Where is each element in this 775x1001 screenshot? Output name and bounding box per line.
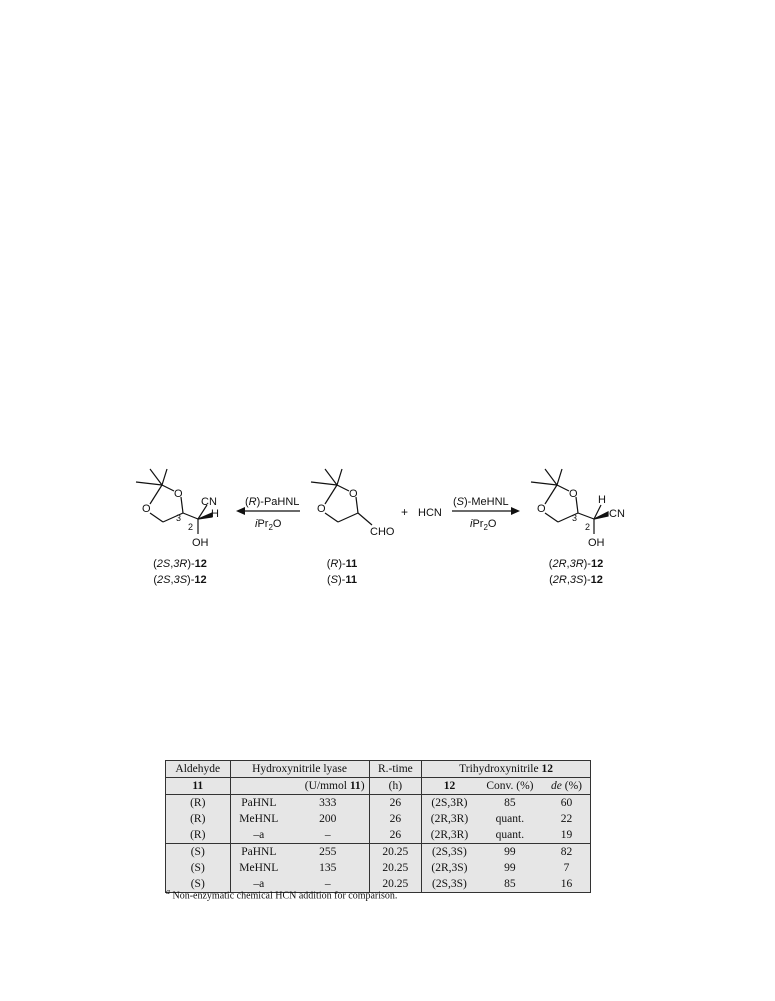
cell-de: 7: [563, 862, 570, 874]
cell-units: –: [324, 878, 331, 890]
cell-aldehyde: (S): [166, 844, 231, 861]
cell-conv: quant.: [495, 813, 525, 825]
right-ring-o-left: O: [537, 503, 546, 515]
cell-conv: quant.: [495, 829, 525, 841]
results-table: [165, 760, 591, 893]
cell-enzyme: MeHNL: [230, 811, 287, 827]
right-cn-label: CN: [609, 508, 625, 520]
header-product: Trihydroxynitrile 12: [422, 761, 591, 778]
cell-enzyme: –a: [230, 876, 287, 893]
table-row: [166, 795, 591, 812]
cell-product: (2S,3S): [422, 844, 477, 861]
cell-de: 19: [560, 829, 573, 841]
center-reactant-labels: [312, 556, 372, 588]
table-header-row-1: [166, 761, 591, 778]
table-row: [166, 827, 591, 844]
cell-time: 26: [369, 811, 422, 827]
left-oh-label: OH: [192, 537, 209, 549]
table-row: [166, 860, 591, 876]
cell-aldehyde: (S): [190, 862, 205, 874]
reaction-scheme: [0, 455, 775, 595]
cell-time: 20.25: [369, 860, 422, 876]
cell-enzyme: –a: [230, 827, 287, 844]
left-arrow-reagent: (R)-PaHNL: [245, 496, 300, 508]
header-rtime: R.-time: [369, 761, 422, 778]
left-ring-o-top: O: [174, 488, 183, 500]
center-cho-label: CHO: [370, 526, 395, 538]
left-arrow-solvent: iPr$_2$O: [255, 518, 282, 532]
cell-units: –: [324, 829, 331, 841]
right-oh-label: OH: [588, 537, 605, 549]
right-label-2: (2R,3S)-12: [549, 574, 603, 586]
cell-conv: 85: [504, 878, 516, 890]
cell-enzyme: MeHNL: [230, 860, 287, 876]
left-h-label: H: [211, 508, 219, 520]
plus-sign: +: [401, 505, 409, 519]
table-body: [166, 795, 591, 893]
cell-product: (2R,3R): [422, 811, 477, 827]
right-reaction-arrow: [452, 507, 520, 515]
cell-de: 22: [560, 813, 573, 825]
header-aldehyde: Aldehyde: [166, 761, 231, 778]
cell-time: 26: [369, 795, 422, 812]
header-de: de (%): [543, 778, 590, 795]
cell-time: 26: [369, 827, 422, 844]
footnote-mark: a: [166, 887, 170, 896]
header-hours: (h): [369, 778, 422, 795]
table-footnote: [166, 887, 397, 901]
right-product-structure: [531, 469, 608, 534]
right-product-labels: [536, 556, 616, 588]
center-ring-o-top: O: [349, 488, 358, 500]
cell-units: 200: [319, 813, 337, 825]
left-label-1: (2S,3R)-12: [153, 558, 207, 570]
cell-product: (2S,3R): [422, 795, 477, 812]
table-row: [166, 844, 591, 861]
center-ring-o-left: O: [317, 503, 326, 515]
cell-conv: 99: [477, 844, 543, 861]
table-header-row-2: [166, 778, 591, 795]
cell-enzyme: PaHNL: [230, 844, 287, 861]
cell-units: 135: [319, 862, 337, 874]
left-ring-o-left: O: [142, 503, 151, 515]
cell-aldehyde: (R): [190, 813, 206, 825]
cell-units: 333: [319, 797, 337, 809]
cell-conv: 99: [504, 862, 516, 874]
center-reactant-structure: [311, 469, 372, 525]
left-locant-3: 3: [176, 513, 182, 523]
cell-product: (2R,3S): [422, 860, 477, 876]
left-locant-2: 2: [188, 522, 194, 532]
right-arrow-solvent: iPr$_2$O: [470, 518, 497, 532]
center-label-1: (R)-11: [326, 558, 358, 570]
left-cn-label: CN: [201, 496, 217, 508]
header-lyase-blank: [230, 778, 287, 795]
footnote-text: Non-enzymatic chemical HCN addition for comparison.: [172, 890, 398, 902]
cell-de: 16: [560, 878, 573, 890]
cell-enzyme: PaHNL: [230, 795, 287, 812]
header-units: (U/mmol 11): [287, 778, 369, 795]
header-product-number: 12: [422, 778, 477, 795]
cell-de: 60: [560, 797, 573, 809]
left-label-2: (2S,3S)-12: [153, 574, 207, 586]
cell-product: (2R,3R): [422, 827, 477, 844]
left-reaction-arrow: [236, 507, 300, 515]
table-row: [166, 811, 591, 827]
cell-de: 82: [543, 844, 590, 861]
cell-aldehyde: (S): [190, 878, 205, 890]
header-lyase: Hydroxynitrile lyase: [230, 761, 369, 778]
cell-conv: 85: [504, 797, 516, 809]
center-label-2: (S)-11: [327, 574, 357, 586]
cell-time: 20.25: [369, 876, 422, 893]
cell-units: 255: [287, 844, 369, 861]
right-locant-2: 2: [585, 522, 591, 532]
header-conv: Conv. (%): [477, 778, 543, 795]
right-arrow-reagent: (S)-MeHNL: [453, 496, 509, 508]
right-locant-3: 3: [572, 513, 578, 523]
header-aldehyde-number: 11: [166, 778, 231, 795]
cell-product: (2S,3S): [422, 876, 477, 893]
cell-aldehyde: (R): [190, 797, 206, 809]
cell-aldehyde: (R): [190, 829, 206, 841]
right-ring-o-top: O: [569, 488, 578, 500]
right-h-label: H: [598, 494, 606, 506]
cell-time: 20.25: [369, 844, 422, 861]
right-label-1: (2R,3R)-12: [548, 558, 604, 570]
left-product-labels: [140, 556, 220, 588]
hcn-reagent: HCN: [418, 507, 442, 519]
